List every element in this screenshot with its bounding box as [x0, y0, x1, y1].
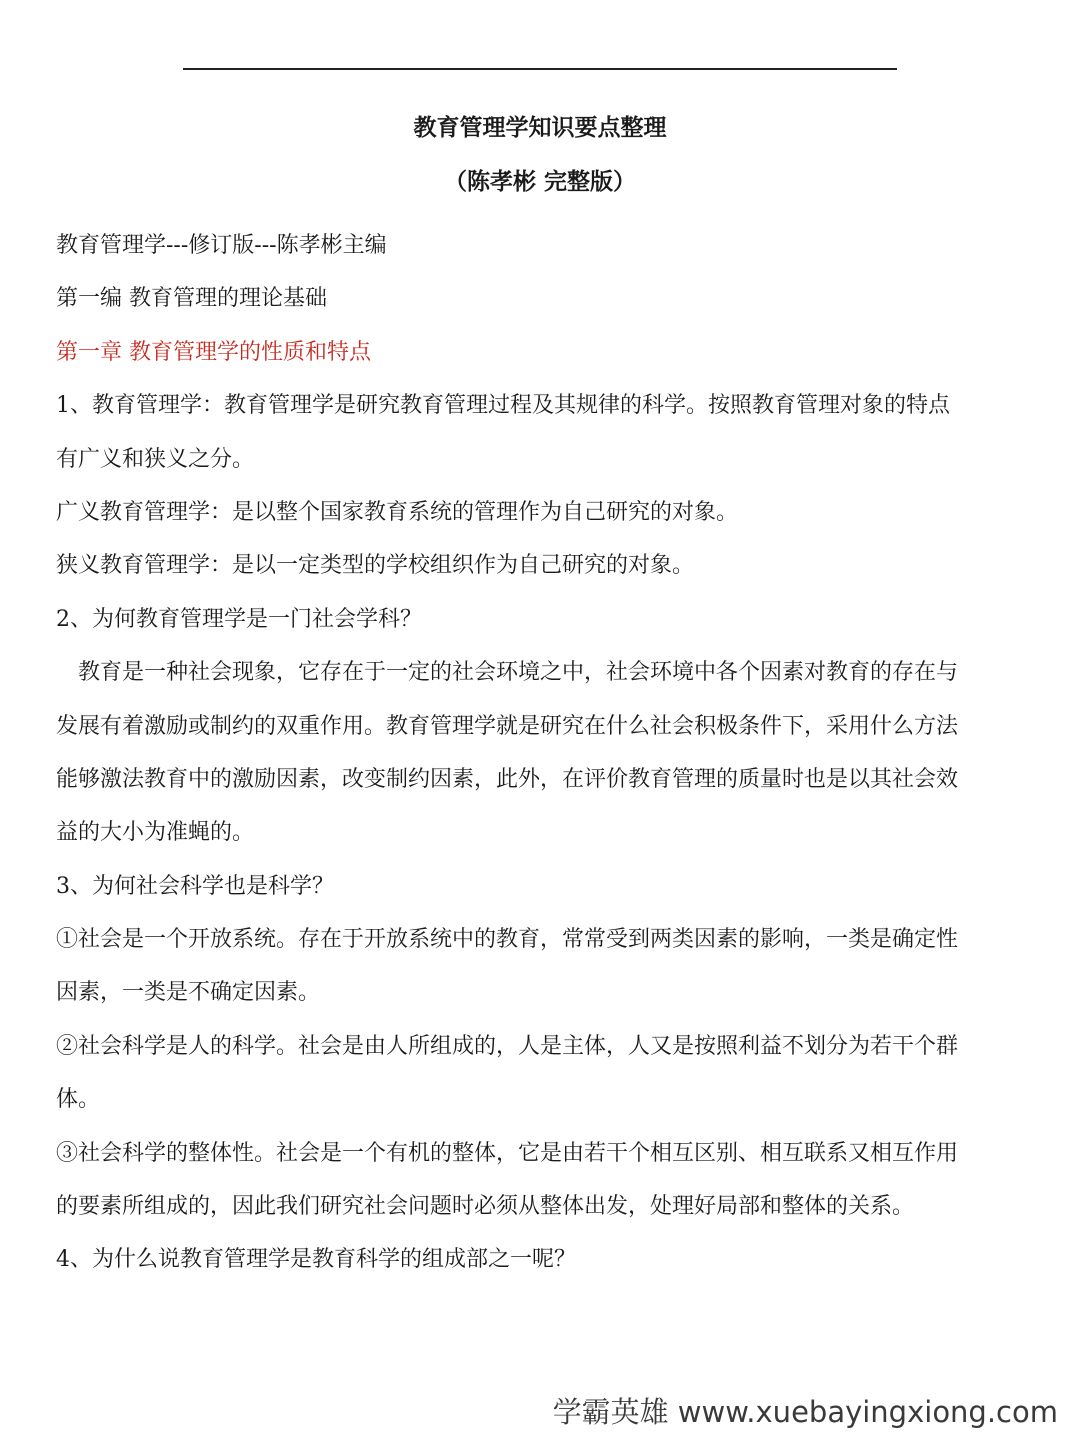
paragraph-line: 体。: [56, 1087, 101, 1113]
document-title: 教育管理学知识要点整理: [413, 114, 667, 141]
site-watermark: 学霸英雄 www.xuebayingxiong.com: [552, 1395, 1058, 1429]
paragraph-line: 发展有着激励或制约的双重作用。教育管理学就是研究在什么社会积极条件下，采用什么方法: [56, 713, 959, 739]
paragraph-line: ②社会科学是人的科学。社会是由人所组成的，人是主体，人又是按照利益不划分为若干个群: [56, 1033, 959, 1059]
part-heading: 第一编 教育管理的理论基础: [56, 286, 327, 312]
book-reference: 教育管理学---修订版---陈孝彬主编: [56, 233, 387, 258]
document-body: [56, 219, 1028, 1287]
chapter-heading: 第一章 教育管理学的性质和特点: [56, 339, 371, 365]
header-rule: [183, 68, 897, 70]
paragraph-line: 教育是一种社会现象，它存在于一定的社会环境之中，社会环境中各个因素对教育的存在与: [78, 660, 959, 686]
paragraph-line: 因素，一类是不确定因素。: [56, 980, 321, 1006]
paragraph-line: 益的大小为准蝇的。: [56, 820, 255, 846]
question-heading: 4、为什么说教育管理学是教育科学的组成部之一呢？: [56, 1247, 576, 1273]
paragraph-line: ①社会是一个开放系统。存在于开放系统中的教育，常常受到两类因素的影响，一类是确定性: [56, 927, 959, 953]
paragraph-line: 的要素所组成的，因此我们研究社会问题时必须从整体出发，处理好局部和整体的关系。: [56, 1194, 915, 1220]
paragraph-line: 有广义和狭义之分。: [56, 446, 255, 472]
document-subtitle: （陈孝彬 完整版）: [443, 168, 636, 195]
paragraph-line: 狭义教育管理学：是以一定类型的学校组织作为自己研究的对象。: [56, 553, 695, 579]
paragraph-line: 能够激法教育中的激励因素，改变制约因素，此外，在评价教育管理的质量时也是以其社会效: [56, 766, 959, 792]
question-heading: 2、为何教育管理学是一门社会学科？: [56, 606, 422, 632]
paragraph-line: 广义教育管理学：是以整个国家教育系统的管理作为自己研究的对象。: [56, 499, 739, 525]
paragraph-line: 1、教育管理学：教育管理学是研究教育管理过程及其规律的科学。按照教育管理对象的特点: [56, 393, 951, 419]
question-heading: 3、为何社会科学也是科学？: [56, 873, 334, 899]
paragraph-line: ③社会科学的整体性。社会是一个有机的整体，它是由若干个相互区别、相互联系又相互作用: [56, 1140, 959, 1166]
